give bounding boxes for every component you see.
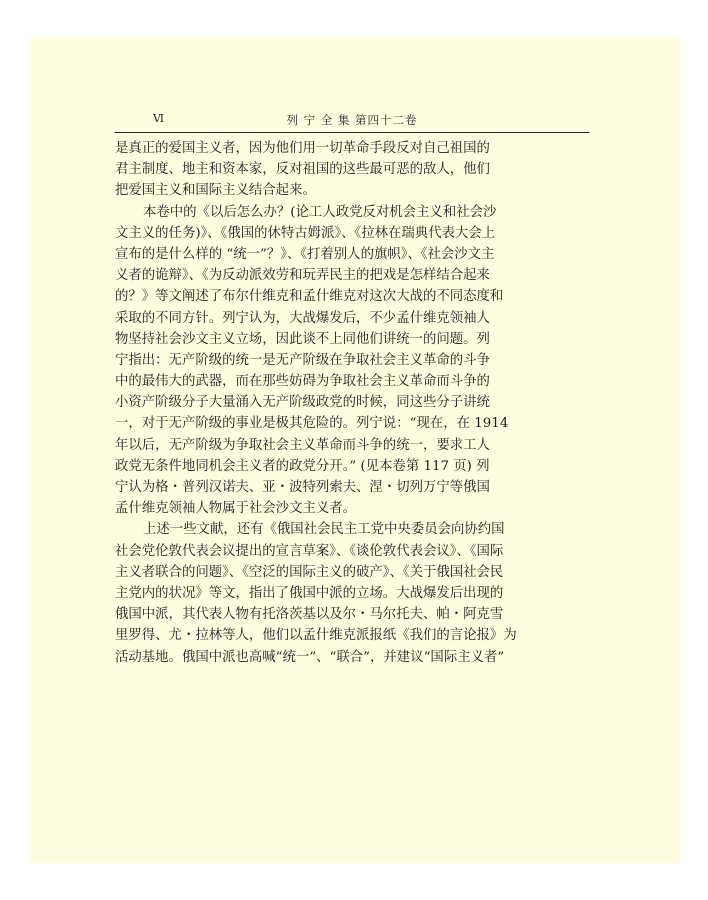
text-line: 政党无条件地同机会主义者的政党分开。” (见本卷第 117 页) 列 [115,458,490,474]
text-line: 宣布的是什么样的 “统一”？》、《打着别人的旗帜》、《社会沙文主 [115,246,495,262]
text-line: 文主义的任务)》、《俄国的休特古姆派》、《拉林在瑞典代表大会上 [115,225,496,241]
page-header [115,110,589,133]
text-line: 本卷中的《以后怎么办？(论工人政党反对机会主义和社会沙 [143,204,497,220]
text-line: 俄国中派，其代表人物有托洛茨基以及尔・马尔托夫、帕・阿克雪 [115,607,504,623]
text-line: 物坚持社会沙文主义立场，因此谈不上同他们讲统一的问题。列 [115,331,490,347]
text-line: 主党内的状况》等文，指出了俄国中派的立场。大战爆发后出现的 [115,585,504,601]
text-line: 宁认为格・普列汉诺夫、亚・波特列索夫、涅・切列万宁等俄国 [115,480,490,495]
page-number: Ⅵ [153,112,165,125]
text-line: 孟什维克领袖人物属于社会沙文主义者。 [115,501,357,517]
text-line: 宁指出：无产阶级的统一是无产阶级在争取社会主义革命的斗争 [115,352,490,368]
text-line: 把爱国主义和国际主义结合起来。 [115,183,316,199]
text-line: 里罗得、尤・拉林等人，他们以孟什维克派报纸《我们的言论报》为 [115,628,517,644]
text-line: 是真正的爱国主义者，因为他们用一切革命手段反对自己祖国的 [115,141,490,156]
text-line: 君主制度、地主和资本家，反对祖国的这些最可恶的敌人，他们 [115,162,490,178]
text-line: 中的最伟大的武器，而在那些妨碍为争取社会主义革命而斗争的 [115,374,490,390]
running-title: 列 宁 全 集 第四十二卷 [286,113,418,127]
text-line: 义者的诡辩》、《为反动派效劳和玩弄民主的把戏是怎样结合起来 [115,268,490,284]
text-line: 一，对于无产阶级的事业是极其危险的。列宁说：“现在，在 1914 [115,416,509,432]
text-line: 活动基地。俄国中派也高喊“统一”、“联合”，并建议“国际主义者” [115,649,505,665]
text-line: 上述一些文献，还有《俄国社会民主工党中央委员会向协约国 [143,522,505,538]
text-line: 小资产阶级分子大量涌入无产阶级政党的时候，同这些分子讲统 [115,395,490,411]
body-text [115,138,589,668]
text-line: 社会党伦敦代表会议提出的宣言草案》、《谈伦敦代表会议》、《国际 [115,543,504,559]
text-line: 采取的不同方针。列宁认为，大战爆发后，不少孟什维克领袖人 [115,310,490,326]
text-line: 年以后，无产阶级为争取社会主义革命而斗争的统一，要求工人 [115,437,490,453]
text-line: 主义者联合的问题》、《空泛的国际主义的破产》、《关于俄国社会民 [115,564,504,580]
text-line: 的？》等文阐述了布尔什维克和孟什维克对这次大战的不同态度和 [115,289,504,305]
